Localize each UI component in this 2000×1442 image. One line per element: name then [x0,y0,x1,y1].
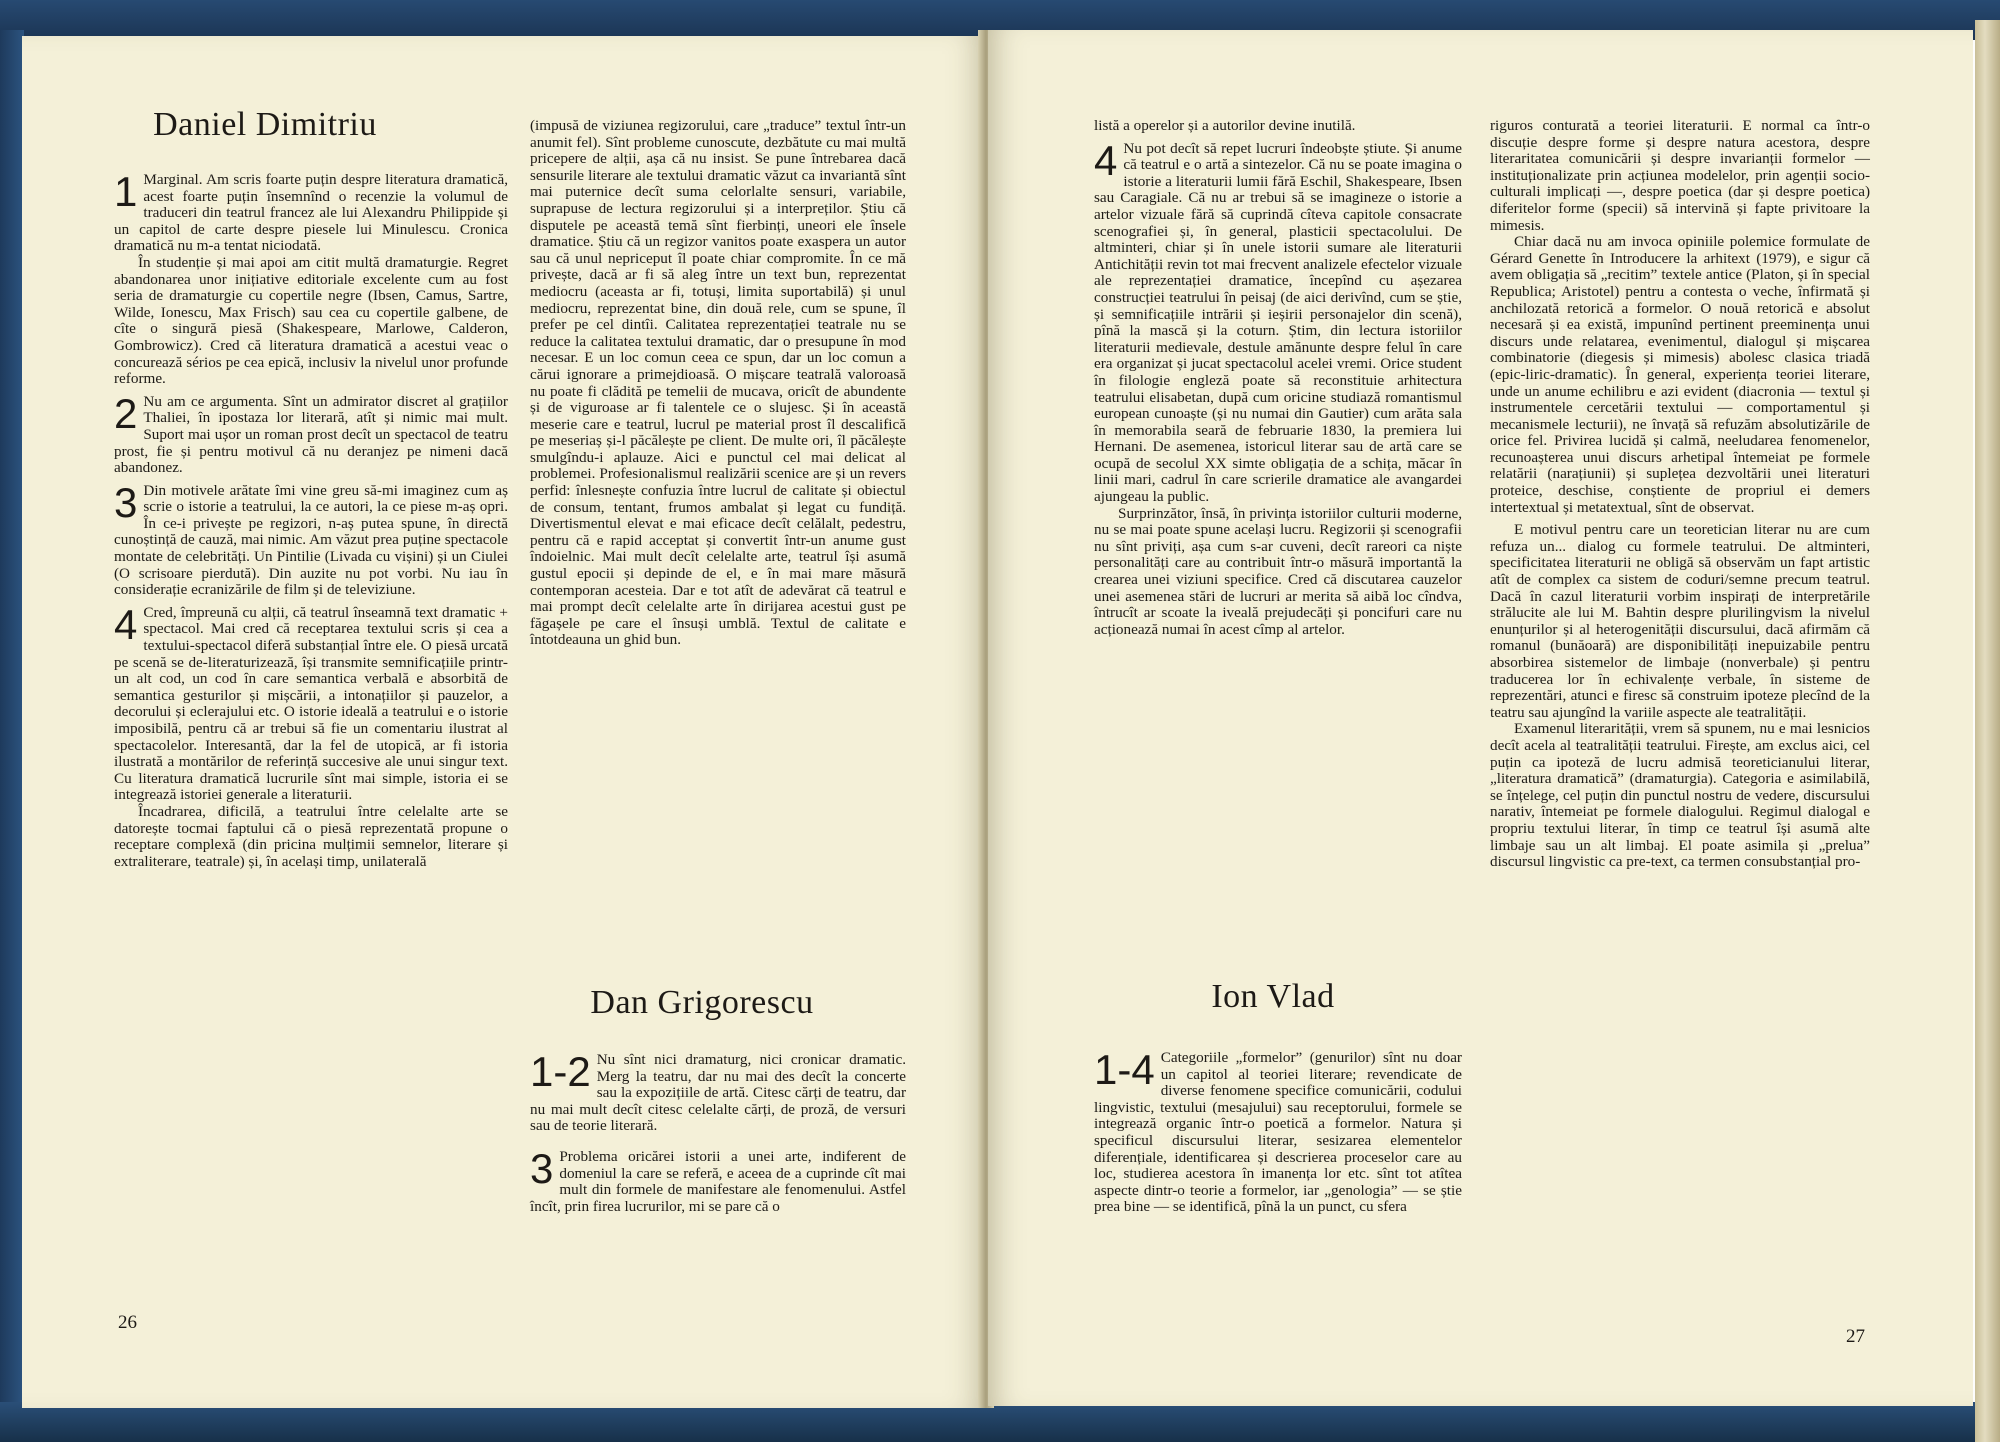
book-cover-bottom [0,1402,2000,1442]
section-number: 1-2 [530,1048,591,1095]
section-4 [1094,136,1462,506]
paragraph-continued: (impusă de viziunea regizorului, care „traduce” textul într-un anumit fel). Sînt probleme cunoscute, dezbătute cu mai multă pricepere de alții, așa că nu insist. Se pune întrebarea dacă sensurile literare ale textului dramatic văzut ca invariantă sînt mai puternice decît suma celorlalte sensuri, variabile, suprapuse de lectura regizorului și a interpreților. Știu că disputele pe această temă sînt fierbinți, uneori ele însele dramatice. Știu că un regizor vanitos poate exaspera un autor sau că unul nepriceput îl poate chiar compromite. În ce mă privește, dacă ar fi să aleg între un text bun, reprezentat mediocru (aceasta ar fi, totuși, limita suportabilă) și unul mediocru, reprezentat bine, din două rele, cum se spune, îl prefer pe cel dintîi. Calitatea reprezentației teatrale nu se reduce la calitatea textului dramatic, dar o presupune în mod necesar. E un loc comun ceea ce spun, dar un loc comun a cărui ignorare a primejdioasă. O mișcare teatrală valoroasă nu poate fi clădită pe temelii de mucava, oricît de abundente și de viguroase ar fi talentele ce o slujesc. Și în această meserie care e teatrul, lucrul pe material prost îl descalifică pe meseriaș și-l păcălește pe client. De multe ori, îl păcălește smulgîndu-i aplauze. Aici e punctul cel mai delicat al problemei. Profesionalismul realizării scenice are și un revers perfid: înlesnește confuzia între lucrul de calitate și obiectul de consum, tentant, frumos ambalat și legat cu fundiță. Divertismentul elevat e mai eficace decît celălalt, pedestru, pentru că e rapid acceptat și convertit într-un anume gust îndoielnic. Mai mult decît celelalte arte, teatrul își asumă gustul epocii și depinde de el, e în mai mare măsură contemporan acesteia. Dar e tot atît de adevărat că teatrul e mai prompt decît celelalte arte în dirijarea acestui gust pe făgașele pe care el însuși umblă. Textul de calitate e întotdeauna un ghid bun. [530,117,906,649]
paragraph: Examenul literarității, vrem să spunem, nu e mai lesnicios decît acela al teatralității teatrului. Firește, am exclus aici, cel puțin ca ipoteză de lucru admisă teoreticianului literar, „literatura dramatică” (dramaturgia). Categoria e asimilabilă, se înțelege, cel puțin din punctul nostru de vedere, discursului narativ, întemeiat pe formele dialogului. Regimul dialogal e propriu textului literar, în timp ce teatrul își asumă alte limbaje sau un alt limbaj. El poate asimila și „prelua” discursul lingvistic ca pre-text, ca termen consubstanțial pro- [1490,720,1870,871]
paragraph: Încadrarea, dificilă, a teatrului între celelalte arte se datorește tocmai faptului că o piesă reprezentată propune o receptare complexă (din pricina mulțimii semnelor, literare și extraliterare, teatrale) și, în același timp, unilaterală [114,802,508,870]
section-number: 4 [114,600,138,648]
book-cover-left [0,30,24,1442]
section-text: Marginal. Am scris foarte puțin despre literatura dramatică, acest foarte puțin însemnînd o recenzie la volumul de traduceri din teatrul francez ale lui Alexandru Philippide și un capitol de carte despre piesele lui Minulescu. Cronica dramatică nu m-a tentat niciodată. [114,171,508,255]
left-page [22,36,984,1408]
section-text: Din motivele arătate îmi vine greu să-mi imaginez cum aș scrie o istorie a teatrului, la ce autori, la ce piese m-aș opri. În ce-i privește pe regizori, n-aș putea spune, în directă cunoștință de cauză, mai nimic. Am văzut prea puține spectacole montate de celebrități. Un Pintilie (Livada cu vișini) și un Ciulei (O scrisoare pierdută). Din auzite nu pot vorbi. Nu iau în considerație ecranizările de film și de televiziune. [114,481,508,599]
right-page [988,30,1973,1406]
section-number: 3 [530,1144,554,1192]
page-number: 27 [1846,1326,1865,1347]
section-3 [114,478,508,599]
section-3 [530,1144,906,1215]
page-edges-right [1975,20,2000,1442]
section-2 [114,389,508,477]
column-4 [1490,118,1870,871]
section-number: 1-4 [1094,1046,1155,1093]
paragraph-continued: riguros conturată a teoriei literaturii. E normal ca într-o discuție despre forme și despre natura acestora, despre literaritatea comunicării și despre invarianții formelor — instituționalizate prin acțiunea modelelor, prin agenții socio-culturali implicați —, despre poetica (dar și despre poetica) diferitelor forme (specii) să intervină și fapte privitoare la mimesis. [1490,117,1870,234]
section-text: Nu sînt nici dramaturg, nici cronicar dramatic. Merg la teatru, dar nu mai des decît la concerte sau la expozițiile de artă. Citesc cărți de teatru, dar nu mai mult decît citesc celelalte cărți, de proză, de versuri sau de teorie literară. [530,1051,906,1135]
section-text: Nu am ce argumenta. Sînt un admirator discret al grațiilor Thaliei, în ipostaza lor literară, atît și nimic mai mult. Suport mai ușor un roman prost decît un spectacol de teatru prost, fie și pentru motivul că nu deranjez pe nimeni dacă abandonez. [114,392,508,477]
section-4 [114,600,508,804]
section-text: Nu pot decît să repet lucruri îndeobște știute. Și anume că teatrul e o artă a sintezelor. Că nu se poate imagina o istorie a literaturii lumii fără Eschil, Shakespeare, Ibsen sau Caragiale. Că nu ar trebui să se imagineze o istorie a artelor vizuale fără să cuprindă cîteva capitole consacrate scenografiei și, în general, plasticii spectacolului. De altminteri, chiar și în unele istorii sumare ale literaturii Antichității revin tot mai frecvent analizele efectelor vizuale ale reprezentației dramatice, începînd cu așezarea construcției teatrului în peisaj (de aici derivînd, cum se știe, și semnificațiile intrării și ieșirii personajelor din scenă), pînă la mască și la coturn. Știm, din lectura istoriilor literaturii medievale, destule amănunte despre felul în care era organizat și jucat spectacolul acelei vremi. Orice student în filologie engleză poate să reconstituie arhitectura teatrului elisabetan, după cum oricine studiază romantismul european cunoaște (și nu numai din Gautier) cum arăta sala în memorabila seară de februarie 1830, la premiera lui Hernani. De asemenea, istoricul literar sau de artă care se ocupă de secolul XX simte obligația de a schița, măcar în linii mari, cadrul în care scrierile dramatice ale avangardei ajungeau la public. [1094,139,1462,506]
column-2-lower [530,1046,906,1215]
author-heading-ion-vlad: Ion Vlad [1211,978,1335,1015]
page-number: 26 [118,1312,137,1333]
section-1 [114,168,508,255]
author-heading-dan-grigorescu: Dan Grigorescu [590,984,814,1021]
paragraph: Surprinzător, însă, în privința istoriilor culturii moderne, nu se mai poate spune același lucru. Regizorii și scenografii nu sînt priviți, așa cum s-ar cuveni, decît rareori ca niște personalități care au contribuit într-o măsură importantă la crearea unei viziuni specifice. Cred că discutarea cauzelor unei asemenea stări de lucruri ar merita să aibă loc cîndva, întrucît ar scoate la iveală prejudecăți și poncifuri care nu acționează numai în acest cîmp al artelor. [1094,504,1462,638]
section-number: 4 [1094,136,1118,184]
section-number: 2 [114,389,138,437]
column-3 [1094,118,1462,638]
section-text: Problema oricărei istorii a unei arte, indiferent de domeniul la care se referă, e aceea de a cuprinde cît mai mult din formele de manifestare ale fenomenului. Astfel încît, prin firea lucrurilor, mi se pare că o [530,1147,906,1215]
section-number: 1 [114,168,138,215]
section-text: Cred, împreună cu alții, că teatrul înseamnă text dramatic + spectacol. Mai cred că receptarea textului scris și cea a textului-spectacol diferă substanțial între ele. O piesă urcată pe scenă se de-literaturizează, își transmite semnificațiile printr-un alt cod, un cod în care semantica verbală e absorbită de semantica gesturilor și mișcării, a intonațiilor și pauzelor, a decorului și eclerajului etc. O istorie ideală a teatrului e o istorie imposibilă, pentru că ar trebui să fie un comentariu ilustrat al spectacolelor. Interesantă, dar la fel de utopică, ar fi istoria ilustrată a montărilor de referință succesive ale unui singur text. Cu literatura dramatică lucrurile sînt mai simple, istoria ei se integrează istoriei generale a literaturii. [114,603,508,804]
section-1-2 [530,1048,906,1135]
section-number: 3 [114,478,138,526]
section-text: Categoriile „formelor” (genurilor) sînt nu doar un capitol al teoriei literare; revendicate de diverse fenomene specifice comunicării, codului lingvistic, textului (mesajului) sau receptorului, formele se integrează organic într-o poetică a formelor. Natura și specificul discursului literar, sesizarea elementelor diferențiale, identificarea și descrierea proceselor care au loc, studierea acestora în imanența lor etc. sînt tot atîtea aspecte dintr-o teorie a formelor, iar „genologia” — se știe prea bine — se identifică, pînă la un punct, cu sfera [1094,1049,1462,1216]
section-1-4 [1094,1046,1462,1216]
paragraph: Chiar dacă nu am invoca opiniile polemice formulate de Gérard Genette în Introducere la arhitext (1979), e sigur că avem obligația să „recitim” textele antice (Platon, și în special Republica; Aristotel) pentru a contesta o veche, înfirmată și anchilozată retorică a formelor. O nouă retorică e absolut necesară și ea există, impunînd pertinent preeminența unui discurs unde relatarea, evenimentul, dialogul și mișcarea combinatorie (diegesis și mimesis) abolesc clasica triadă (epic-liric-dramatic). În general, experiența teoriei literare, unde un anume echilibru e azi evident (diacronia — textul și instrumentele cercetării textului — comportamentul și mecanismele lecturii), ne învață să refuzăm absolutizările de orice fel. Privirea lucidă și calmă, neeludarea fenomenelor, recunoașterea unui discurs arhetipal întemeiat pe formele relatării (narațiunii) și suplețea dezvoltării unei literaturi proteice, deschise, conștiente de propriul ei demers intertextual și metatextual, sînt de observat. [1490,233,1870,516]
author-heading-daniel-dimitriu: Daniel Dimitriu [153,106,377,143]
paragraph: E motivul pentru care un teoretician literar nu are cum refuza un... dialog cu formele teatrului. De altminteri, specificitatea literaturii ne obligă să observăm un fapt artistic atît de complex ca sistem de coduri/semne precum teatrul. Dacă în cazul literaturii vorbim inspirați de interpretările strălucite ale lui M. Bahtin despre plurilingvism la nivelul enunțurilor și al heterogenității discursului, dacă afirmăm că romanul (bunăoară) are disponibilități inepuizabile pentru absorbirea sistemelor de limbaje (nonverbale) și pentru traducerea lor în echivalențe verbale, în sisteme de reprezentări, atunci e firesc să construim ipoteze plecînd de la teatru sau ajungînd la variile aspecte ale teatralității. [1490,521,1870,721]
paragraph-continued: listă a operelor și a autorilor devine inutilă. [1094,117,1356,134]
column-3-lower [1094,1044,1462,1216]
paragraph: În studenție și mai apoi am citit multă dramaturgie. Regret abandonarea unor inițiative editoriale excelente cum au fost seria de dramaturgie cu copertile negre (Ibsen, Camus, Sartre, Wilde, Ionescu, Max Frisch) sau cea cu copertile galbene, de cîte o singură piesă (Shakespeare, Marlowe, Calderon, Gombrowicz). Cred că literatura dramatică a acestui veac o concurează sérios pe cea epică, inclusiv la nivelul unor profunde reforme. [114,253,508,388]
column-2 [530,118,906,649]
column-1 [114,166,508,870]
